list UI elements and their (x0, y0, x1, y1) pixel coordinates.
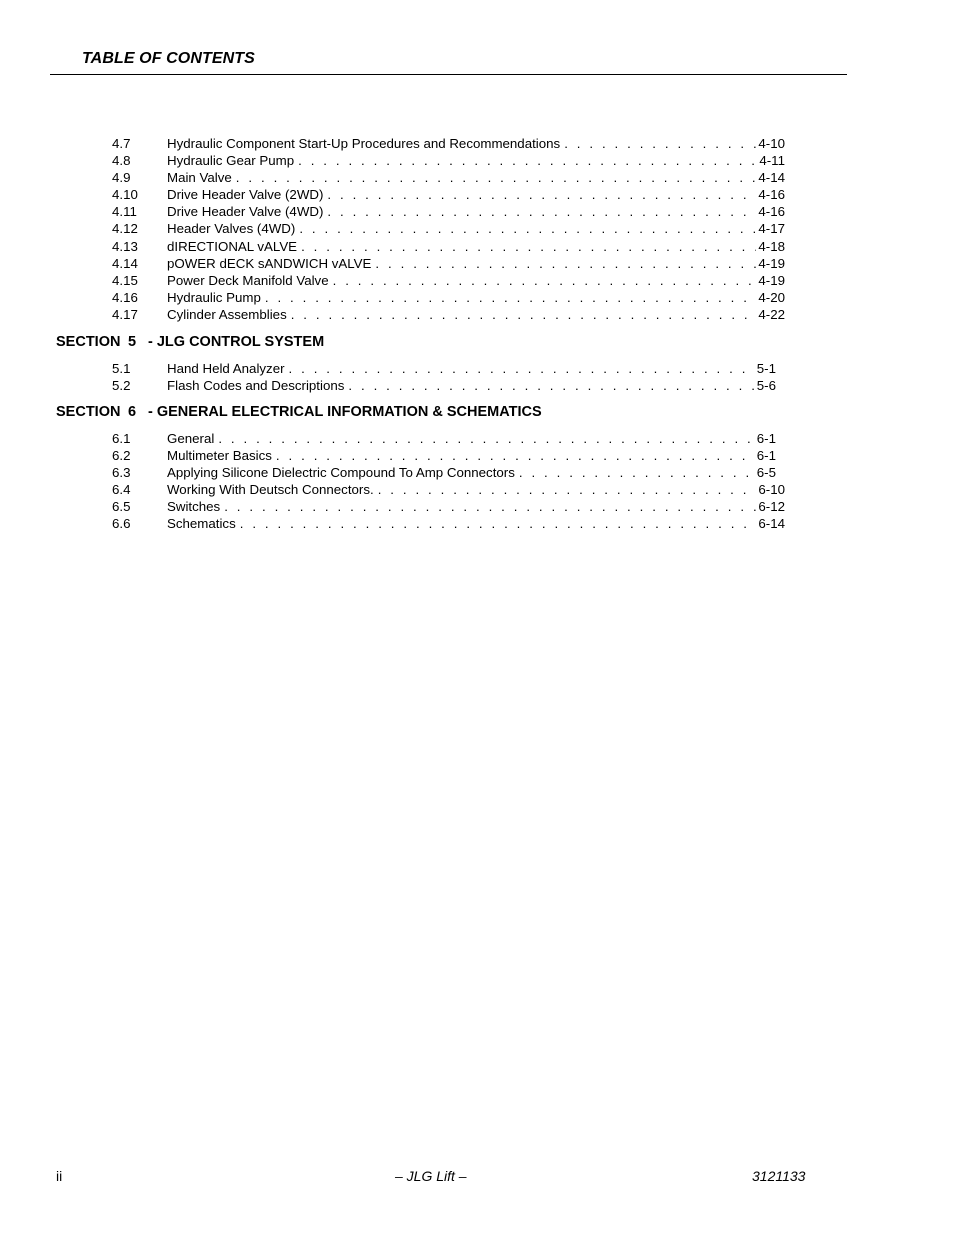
entry-title: Switches (167, 499, 221, 515)
entry-number: 6.6 (112, 516, 131, 532)
section-6-heading[interactable] (56, 404, 542, 420)
toc-entry[interactable] (112, 306, 785, 323)
section-number: 5 (128, 334, 137, 350)
section-title: - JLG CONTROL SYSTEM (148, 334, 325, 350)
footer-page-number: ii (56, 1168, 63, 1184)
toc-entry[interactable] (112, 464, 785, 481)
dot-leader (224, 498, 756, 515)
entry-title: Header Valves (4WD) (167, 221, 296, 237)
toc-entry[interactable] (112, 203, 785, 220)
entry-number: 4.8 (112, 153, 131, 169)
toc-entry[interactable] (112, 238, 785, 255)
toc-entry[interactable] (112, 169, 785, 186)
entry-number: 6.1 (112, 431, 131, 446)
dot-leader (289, 360, 755, 377)
entry-page: 4-17 (758, 221, 785, 237)
entry-title: Hydraulic Component Start-Up Procedures and Recommendations (167, 136, 561, 151)
section-label: SECTION (56, 334, 121, 350)
entry-title: Hydraulic Pump (167, 289, 261, 305)
footer-doc-number: 3121133 (752, 1168, 806, 1184)
toc-entry[interactable] (112, 447, 785, 464)
entry-number: 5.2 (112, 378, 131, 394)
dot-leader (265, 289, 757, 306)
toc-entry[interactable] (112, 360, 785, 377)
toc-entry[interactable] (112, 220, 785, 237)
section-number: 6 (128, 404, 137, 420)
entry-number: 5.1 (112, 361, 131, 376)
section-label: SECTION (56, 404, 121, 420)
dot-leader (301, 238, 756, 255)
entry-number: 4.15 (112, 272, 138, 288)
dot-leader (327, 186, 756, 203)
toc-entry[interactable] (112, 377, 785, 394)
dot-leader (299, 220, 756, 237)
entry-title: Drive Header Valve (2WD) (167, 187, 324, 203)
toc-entry[interactable] (112, 498, 785, 515)
footer-center-text: – JLG Lift – (395, 1168, 467, 1184)
dot-leader (291, 306, 757, 323)
entry-number: 4.13 (112, 238, 138, 254)
entry-number: 6.5 (112, 499, 131, 515)
entry-number: 6.2 (112, 448, 131, 464)
entry-page: 4-18 (758, 238, 785, 254)
toc-section-6-entries (112, 430, 785, 533)
entry-page: 4-14 (758, 170, 785, 186)
entry-page: 6-12 (758, 499, 785, 515)
entry-page: 6-5 (756, 465, 776, 481)
entry-title: Drive Header Valve (4WD) (167, 204, 324, 220)
entry-title: Flash Codes and Descriptions (167, 378, 345, 394)
dot-leader (378, 481, 757, 498)
entry-page: 4-11 (759, 153, 785, 169)
dot-leader (276, 447, 755, 464)
page-title: TABLE OF CONTENTS (82, 50, 255, 67)
toc-entry[interactable] (112, 289, 785, 306)
entry-number: 4.14 (112, 255, 138, 271)
dot-leader (519, 464, 755, 481)
entry-title: Hand Held Analyzer (167, 361, 285, 376)
dot-leader (333, 272, 757, 289)
entry-number: 4.9 (112, 170, 131, 186)
toc-entry[interactable] (112, 255, 785, 272)
entry-number: 4.10 (112, 187, 138, 203)
entry-page: 4-10 (758, 136, 785, 151)
entry-page: 4-19 (758, 272, 785, 288)
entry-title: Power Deck Manifold Valve (167, 272, 329, 288)
dot-leader (564, 135, 756, 152)
entry-page: 4-16 (758, 204, 785, 220)
entry-title: Working With Deutsch Connectors. (167, 482, 374, 498)
entry-title: General (167, 431, 215, 446)
toc-entry[interactable] (112, 186, 785, 203)
toc-entry[interactable] (112, 515, 785, 532)
entry-number: 6.3 (112, 465, 131, 481)
entry-page: 4-16 (758, 187, 785, 203)
entry-title: Cylinder Assemblies (167, 306, 287, 322)
entry-title: pOWER dECK sANDWICH vALVE (167, 255, 372, 271)
dot-leader (348, 377, 754, 394)
entry-number: 4.12 (112, 221, 138, 237)
section-5-heading[interactable] (56, 334, 324, 350)
entry-page: 5-6 (756, 378, 776, 394)
dot-leader (218, 430, 754, 447)
entry-title: Main Valve (167, 170, 232, 186)
entry-page: 6-1 (756, 431, 776, 446)
entry-number: 6.4 (112, 482, 131, 498)
toc-entry[interactable] (112, 135, 785, 152)
toc-entry[interactable] (112, 152, 785, 169)
dot-leader (236, 169, 757, 186)
entry-number: 4.16 (112, 289, 138, 305)
dot-leader (298, 152, 757, 169)
entry-number: 4.11 (112, 204, 137, 220)
dot-leader (375, 255, 756, 272)
entry-number: 4.17 (112, 306, 138, 322)
toc-section-5-entries (112, 360, 785, 394)
entry-page: 6-1 (756, 448, 776, 464)
page-header (50, 50, 847, 75)
entry-page: 5-1 (756, 361, 776, 376)
entry-page: 6-14 (758, 516, 785, 532)
entry-page: 4-20 (758, 289, 785, 305)
entry-title: Schematics (167, 516, 236, 532)
page-footer (0, 1168, 954, 1188)
toc-section-4-entries (112, 135, 785, 323)
dot-leader (240, 515, 757, 532)
toc-entry[interactable] (112, 481, 785, 498)
entry-title: Hydraulic Gear Pump (167, 153, 295, 169)
entry-page: 6-10 (758, 482, 785, 498)
toc-entry[interactable] (112, 430, 785, 447)
entry-page: 4-22 (758, 306, 785, 322)
section-title: - GENERAL ELECTRICAL INFORMATION & SCHEMATICS (148, 404, 542, 420)
entry-title: dIRECTIONAL vALVE (167, 238, 298, 254)
toc-entry[interactable] (112, 272, 785, 289)
entry-page: 4-19 (758, 255, 785, 271)
entry-title: Multimeter Basics (167, 448, 272, 464)
entry-title: Applying Silicone Dielectric Compound To Amp Connectors (167, 465, 515, 481)
dot-leader (327, 203, 756, 220)
entry-number: 4.7 (112, 136, 131, 151)
